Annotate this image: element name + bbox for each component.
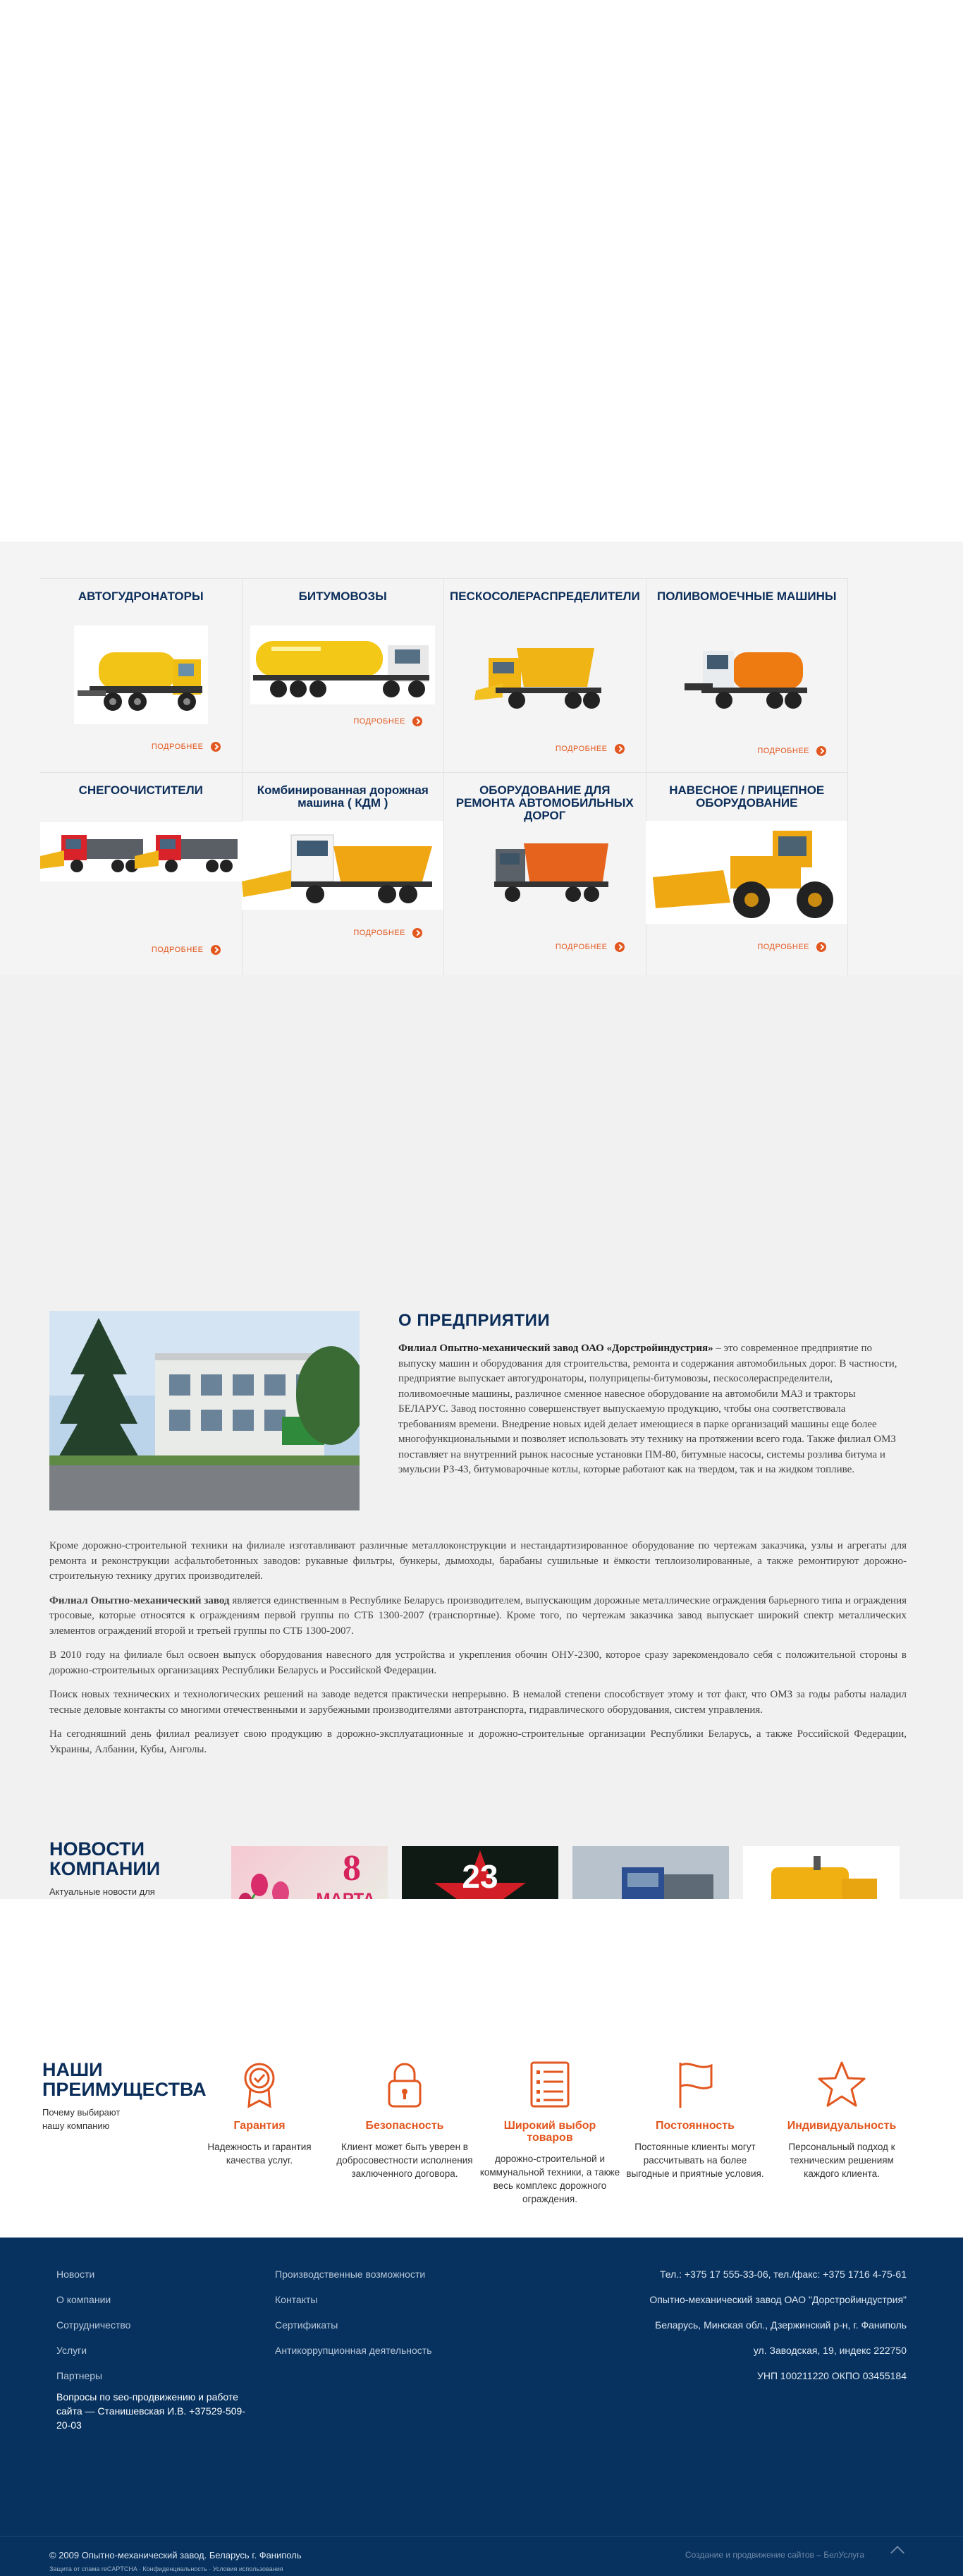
footer-phone[interactable]: Тел.: +375 17 555-33-06, тел./факс: +375 1716 4-75-61 (659, 2269, 907, 2280)
catalog-card[interactable] (444, 579, 646, 773)
catalog-more-link[interactable] (757, 942, 826, 952)
arrow-right-icon (211, 742, 221, 752)
footer-link[interactable]: Новости (56, 2269, 95, 2280)
about-paragraph: В 2010 году на филиале был освоен выпуск оборудования навесного для устройства и укрепления обочин ОНУ-2300, которое сразу зарекомендовало себя с положительной стороны в дорожно-строительных организациях Республики Беларусь и Российской Федерации. (49, 1649, 907, 1676)
about-paragraph: Кроме дорожно-строительной техники на филиале изготавливают различные металлоконструкции и нестандартизированное оборудование по чертежам заказчика, узлы и агрегаты для ремонта и реконструкции асфальтобетонных заводов: рукавные фильтры, бункеры, дымоходы, барабаны сушильные и ёмкости теплоизолированные, а также ремонтируют дорожно-строительную технику других производителей. (49, 1540, 907, 1582)
list-icon (525, 2060, 575, 2109)
more-label: ПОДРОБНЕЕ (151, 743, 204, 751)
advantages-heading-line: НАШИ (42, 2059, 103, 2080)
catalog-more-link[interactable] (353, 928, 422, 938)
catalog-card[interactable] (243, 579, 445, 773)
advantage-title: Широкий выбор товаров (503, 2120, 596, 2144)
catalog-card-title[interactable]: Комбинированная дорожная машина ( КДМ ) (257, 783, 429, 810)
arrow-right-icon (615, 942, 625, 952)
about-title: О ПРЕДПРИЯТИИ (398, 1311, 551, 1330)
advantage-item (479, 2060, 620, 2206)
footer-link[interactable]: Контакты (275, 2294, 318, 2305)
news-subtitle: Актуальные новости для (49, 1886, 155, 1897)
snow-plow-trucks-image[interactable] (40, 822, 242, 881)
arrow-right-icon (615, 744, 625, 754)
footer-contacts (649, 2261, 907, 2388)
more-label: ПОДРОБНЕЕ (555, 745, 608, 753)
footer-link[interactable]: Партнеры (56, 2370, 103, 2381)
advantages-heading-line: ПРЕИМУЩЕСТВА (42, 2079, 207, 2100)
footer-unp: УНП 100211220 ОКПО 03455184 (756, 2370, 907, 2381)
advantages-section (0, 1899, 963, 2238)
more-label: ПОДРОБНЕЕ (555, 943, 608, 951)
advantages-subtitle: Почему выбирают нашу компанию (42, 2107, 121, 2131)
about-body (49, 1539, 907, 1766)
catalog-card-title[interactable]: ОБОРУДОВАНИЕ ДЛЯ РЕМОНТА АВТОМОБИЛЬНЫХ ДОРОГ (455, 783, 634, 822)
about-paragraph-rest: является единственным в Республике Беларусь производителем, выпускающим дорожные металлические ограждения барьерного типа и ограждения тросовые, которые относятся к ограждениям первой группы по СТБ 1300-2007 (транспортные). Кроме того, по чертежам заказчика завод выпускает широкий спектр металлических элементов ограждений второй и третьей группы по СТБ 1300-2007. (49, 1594, 907, 1637)
sand-spreader-image[interactable] (474, 627, 615, 719)
washing-machine-truck-image[interactable] (676, 627, 817, 719)
catalog-more-link[interactable] (353, 716, 422, 726)
footer-address: Беларусь, Минская обл., Дзержинский р-н, г. Фаниполь (655, 2319, 907, 2331)
catalog-grid (40, 578, 848, 975)
news-heading (49, 1839, 160, 1879)
catalog-card-title[interactable]: НАВЕСНОЕ / ПРИЦЕПНОЕ ОБОРУДОВАНИЕ (669, 783, 825, 810)
footer-link[interactable]: Услуги (56, 2345, 87, 2356)
advantage-title: Гарантия (233, 2120, 286, 2132)
lock-icon (380, 2060, 429, 2109)
catalog-card-title[interactable]: БИТУМОВОЗЫ (298, 590, 387, 603)
catalog-card-title[interactable]: ПОЛИВОМОЕЧНЫЕ МАШИНЫ (656, 590, 837, 603)
advantage-title: Индивидуальность (787, 2120, 897, 2132)
star-icon (817, 2060, 866, 2109)
catalog-section (0, 542, 963, 975)
catalog-card[interactable] (40, 773, 243, 976)
about-lead-company: Филиал Опытно-механический завод ОАО «Дорстройиндустрия» (398, 1343, 713, 1354)
badge-icon (235, 2060, 284, 2109)
factory-building-photo (49, 1311, 360, 1510)
advantage-item (189, 2060, 330, 2167)
footer-link[interactable]: Сертификаты (275, 2319, 338, 2331)
footer-street: ул. Заводская, 19, индекс 222750 (753, 2345, 907, 2356)
arrow-right-icon (412, 716, 422, 726)
catalog-card[interactable] (40, 579, 243, 773)
footer-link[interactable]: Производственные возможности (275, 2269, 426, 2280)
catalog-more-link[interactable] (152, 945, 221, 955)
about-paragraph: Поиск новых технических и технологических решений на заводе ведется практически непрерывно. В немалой степени способствует этому и тот факт, что ОМЗ за годы работы наладил тесные деловые контакты со многими отечественными и зарубежными производителями автотранспорта, гидравлического оборудования, систем управления. (49, 1689, 907, 1716)
footer-divider (0, 2536, 963, 2537)
site-footer (0, 2238, 963, 2576)
footer-recaptcha-note[interactable]: Защита от спама reCAPTCHA · Конфиденциальность · Условия использования (49, 2565, 283, 2572)
advantage-item (771, 2060, 912, 2180)
footer-copyright: © 2009 Опытно-механический завод. Беларусь г. Фаниполь (49, 2550, 302, 2560)
about-lead-rest: – это современное предприятие по выпуску машин и оборудования для строительства, ремонта и содержания автомобильных дорог. В частности, предприятие выпускает автогудронаторы, полуприцепы-битумовозы, пескосолераспределители, поливомоечные машины, различное сменное навесное оборудование на автомобили МАЗ и тракторы БЕЛАРУС. Завод постоянно совершенствует выпускаемую продукцию, чтобы она соответствовала требованиям времени. Внедрение новых идей делает имеющиеся в парке организаций машины еще более многофункциональными и позволяет использовать эту технику на протяжении всего года. Также филиал ОМЗ поставляет на внутренний рынок насосные установки ПМ-80, битумные насосы, системы розлива битума и эмульсии РЗ-43, битумоварочные котлы, которые работают как на твердом, так и на жидком топливе. (398, 1343, 897, 1475)
advantage-text: Клиент может быть уверен в добросовестности исполнения заключенного договора. (336, 2142, 473, 2179)
catalog-card[interactable] (646, 579, 849, 773)
more-label: ПОДРОБНЕЕ (353, 717, 405, 726)
about-paragraph (49, 1594, 907, 1640)
catalog-card-title[interactable]: АВТОГУДРОНАТОРЫ (78, 590, 204, 603)
about-paragraph-bold: Филиал Опытно-механический завод (49, 1594, 230, 1606)
advantage-text: Постоянные клиенты могут рассчитывать на более выгодные и приятные условия. (626, 2142, 764, 2179)
arrow-right-icon (816, 942, 826, 952)
bitumen-sprayer-truck-image[interactable] (74, 625, 208, 724)
wheel-loader-image[interactable] (646, 821, 847, 924)
advantage-item (625, 2060, 766, 2180)
footer-credit-link[interactable]: Создание и продвижение сайтов – БелУслуга (685, 2550, 864, 2560)
news-image-number: 23 (462, 1858, 498, 1895)
arrow-right-icon (816, 746, 826, 756)
catalog-card-title[interactable]: СНЕГООЧИСТИТЕЛИ (78, 783, 203, 797)
advantage-title: Безопасность (365, 2120, 444, 2132)
footer-link[interactable]: Антикоррупционная деятельность (275, 2345, 432, 2356)
news-heading-line: НОВОСТИ (49, 1838, 145, 1860)
advantage-text: Надежность и гарантия качества услуг. (207, 2142, 312, 2166)
arrow-right-icon (211, 945, 221, 955)
about-section (0, 975, 963, 1899)
catalog-card[interactable] (444, 773, 646, 976)
news-heading-line: КОМПАНИИ (49, 1858, 161, 1879)
catalog-card[interactable] (243, 773, 445, 976)
catalog-more-link[interactable] (757, 746, 826, 756)
scroll-up-icon[interactable] (890, 2546, 904, 2560)
combined-road-machine-image[interactable] (242, 821, 443, 910)
advantage-text: Персональный подход к техническим решениям каждого клиента. (788, 2142, 895, 2179)
arrow-right-icon (412, 928, 422, 938)
bitumen-tanker-image[interactable] (250, 625, 435, 704)
more-label: ПОДРОБНЕЕ (757, 943, 809, 951)
catalog-more-link[interactable] (152, 742, 221, 752)
more-label: ПОДРОБНЕЕ (353, 929, 405, 937)
footer-company: Опытно-механический завод ОАО "Дорстройиндустрия" (649, 2294, 907, 2305)
flag-icon (670, 2060, 720, 2109)
more-label: ПОДРОБНЕЕ (151, 946, 204, 954)
catalog-card-title[interactable]: ПЕСКОСОЛЕРАСПРЕДЕЛИТЕЛИ (450, 590, 640, 603)
news-image-number: 8 (343, 1848, 361, 1888)
footer-link[interactable]: Сотрудничество (56, 2319, 131, 2331)
advantages-heading (42, 2060, 207, 2099)
advantage-item (334, 2060, 475, 2180)
road-repair-truck-image[interactable] (474, 828, 615, 907)
about-paragraph: На сегодняшний день филиал реализует свою продукцию в дорожно-эксплуатационные и дорожно-строительные организации Республики Беларусь, а также Российской Федерации, Украины, Албании, Кубы, Анголы. (49, 1728, 907, 1755)
advantage-title: Постоянность (656, 2120, 735, 2132)
catalog-more-link[interactable] (556, 744, 625, 754)
about-lead-text (398, 1341, 906, 1478)
catalog-card[interactable] (646, 773, 849, 976)
more-label: ПОДРОБНЕЕ (757, 747, 809, 755)
catalog-more-link[interactable] (556, 942, 625, 952)
footer-link[interactable]: О компании (56, 2294, 111, 2305)
advantage-text: дорожно-строительной и коммунальной техники, а также весь комплекс дорожного ограждения. (479, 2154, 620, 2204)
footer-seo-contact[interactable]: Вопросы по seo-продвижению и работе сайта — Станишевская И.В. +37529-509-20-03 (56, 2391, 245, 2431)
